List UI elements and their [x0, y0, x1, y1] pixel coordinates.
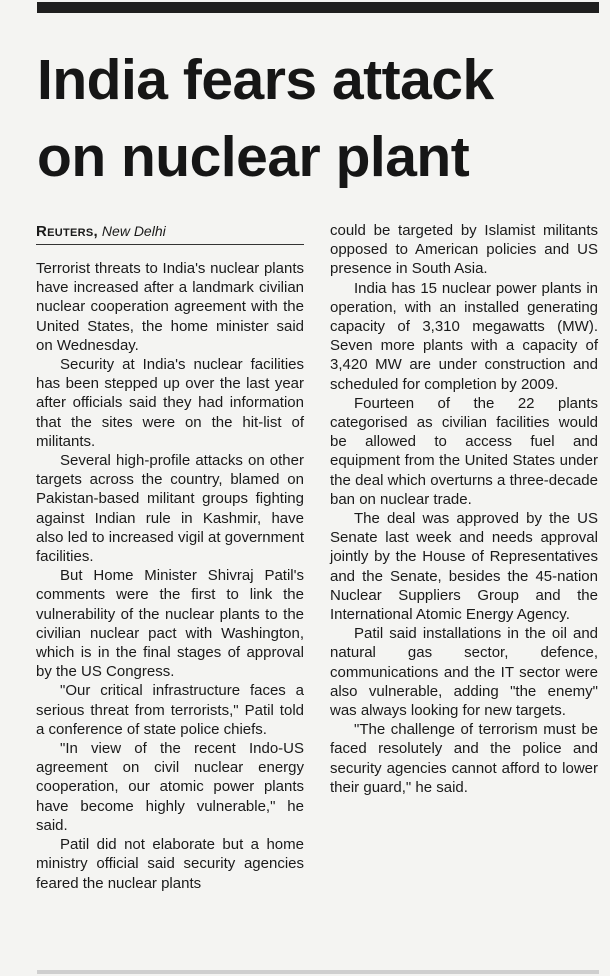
paragraph: "Our critical infrastructure faces a serious threat from terrorists," Patil told a conference of state police chiefs.	[36, 682, 304, 738]
paragraph: Terrorist threats to India's nuclear plants have increased after a landmark civilian nuclear cooperation agreement with the United States, the home minister said on Wednesday.	[36, 260, 304, 354]
article-column-left	[36, 222, 304, 893]
headline	[37, 42, 609, 196]
paragraph: Several high-profile attacks on other targets across the country, blamed on Pakistan-based militant groups fighting against Indian rule in Kashmir, have also led to increased vigil at government facilities.	[36, 452, 304, 566]
paragraph: "In view of the recent Indo-US agreement on civil nuclear energy cooperation, our atomic power plants have become highly vulnerable," he said.	[36, 740, 304, 834]
paragraph: could be targeted by Islamist militants opposed to American policies and US presence in South Asia.	[330, 222, 598, 278]
paragraph: India has 15 nuclear power plants in operation, with an installed generating capacity of 3,310 megawatts (MW). Seven more plants with a capacity of 3,420 MW are under construction and scheduled for completion by 2009.	[330, 279, 598, 393]
bottom-rule	[37, 970, 599, 974]
dateline	[36, 222, 304, 245]
paragraph: "The challenge of terrorism must be faced resolutely and the police and security agencies cannot afford to lower their guard," he said.	[330, 721, 598, 796]
paragraph: The deal was approved by the US Senate last week and needs approval jointly by the House of Representatives and the Senate, besides the 45-nation Nuclear Suppliers Group and the International Atomic Energy Agency.	[330, 510, 598, 624]
dateline-place: New Delhi	[101, 223, 166, 239]
news-agency: Reuters,	[36, 223, 99, 240]
paragraph: Patil did not elaborate but a home ministry official said security agencies feared the nuclear plants	[36, 836, 304, 892]
paragraph: But Home Minister Shivraj Patil's comments were the first to link the vulnerability of the nuclear plants to the civilian nuclear pact with Washington, which is in the final stages of approval by the US Congress.	[36, 567, 304, 681]
article-column-right	[330, 221, 598, 797]
top-rule	[37, 2, 599, 13]
paragraph: Fourteen of the 22 plants categorised as civilian facilities would be allowed to access fuel and equipment from the United States under the deal which overturns a three-decade ban on nuclear trade.	[330, 394, 598, 508]
headline-line-1: India fears attack	[37, 48, 494, 112]
paragraph: Security at India's nuclear facilities has been stepped up over the last year after officials said they had information that the sites were on the hit-list of militants.	[36, 356, 304, 450]
headline-line-2: on nuclear plant	[37, 125, 470, 189]
paragraph: Patil said installations in the oil and natural gas sector, defence, communications and the IT sector were also vulnerable, adding "the enemy" was always looking for new targets.	[330, 625, 598, 720]
